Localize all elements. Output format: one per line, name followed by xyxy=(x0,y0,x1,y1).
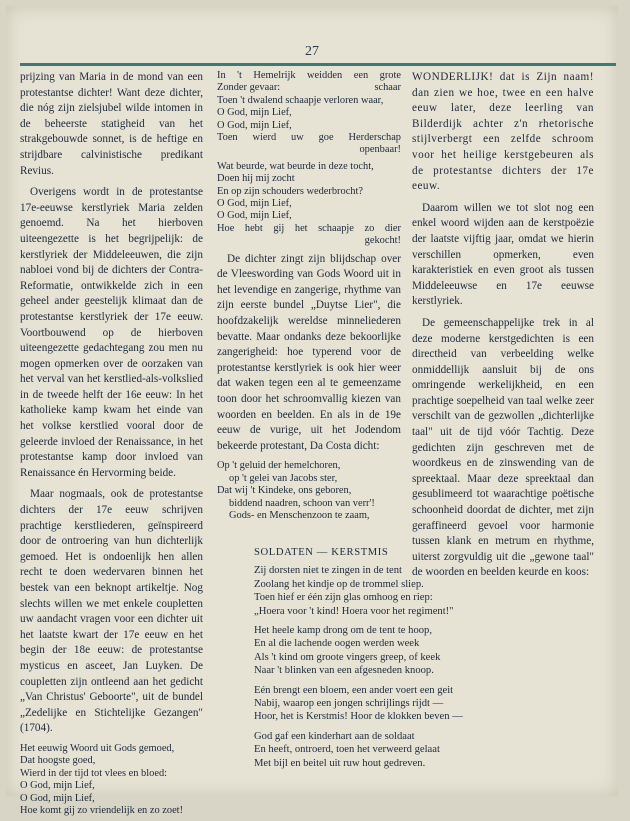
verse-line: Dat wij 't Kindeke, ons geboren, xyxy=(217,485,352,497)
verse-luyken-2 xyxy=(217,70,401,157)
verse-line: O God, mijn Lief, xyxy=(217,119,292,131)
paragraph: Overigens wordt in de protestantse 17e-eeuwse kerstlyriek Maria zelden genoemd. Na het hierboven uiteengezette is het begrijpelijk: de kerstlyriek der Middeleeuwen, die zijn nabloei vond bij de dichters der Contra-Reformatie, ontwikkelde zich in een geheel ander geestelijk klimaat dan de protestantse kerstlyriek der 17e eeuw. Voortbouwend op de hierboven uiteengezette gedachtegang zou men nu mogen opmerken over de oorzaken van het verval van het kerstlied-als-volkslied in de tweede helft der 16e eeuw: In het katholieke kamp kwam het einde van het volkse kerstlied vooral door de geleerde invloed der Renaissance, in het protestantse kamp door invloed van Renaissance én Hervorming beide. xyxy=(20,186,203,479)
poem-line: Naar 't blinken van een afgesneden knoop. xyxy=(254,665,434,677)
paragraph: Maar nogmaals, ook de protestantse dichters der 17e eeuw schrijven prachtige kerstliederen, geïnspireerd door de ontroering van hun dichterlijk gemoed. Het is ondoenlijk hen allen recht te doen wedervaren binnen het bestek van een beknopt artikeltje. Nog slechts willen we met enkele coupletten uw aandacht vragen voor een dichter uit het laatste kwart der 17e eeuw en het begin der 18e eeuw: de protestantse mysticus en asceet, Jan Luyken. De coupletten zijn ontleend aan het gedicht „Van Christus' Geboorte", uit de bundel „Zedelijke en Stichtelijke Gezangen" (1704). xyxy=(20,488,203,735)
poem-line: Zoolang het kindje op de trommel sliep. xyxy=(254,578,424,590)
poem-line: Met bijl en beitel uit ruw hout gedreven. xyxy=(254,757,426,769)
verse-line-part: Zonder gevaar: xyxy=(217,82,281,94)
verse-line: En op zijn schouders wederbrocht? xyxy=(217,185,363,197)
poem-stanza xyxy=(254,564,574,618)
poem-line: Het heele kamp drong om de tent te hoop, xyxy=(254,625,432,637)
verse-line: Op 't geluid der hemelchoren, xyxy=(217,460,341,472)
poem-line: Hoor, het is Kerstmis! Hoor de klokken beven — xyxy=(254,711,463,723)
poem-stanza xyxy=(254,684,574,724)
paragraph: De gemeenschappelijke trek in al deze moderne kerstgedichten is een directheid van verbeelding welke onmiddellijk aansluit bij de ons omringende werkelijkheid, en een prachtige soepelheid van taal welke zeer verschilt van de gezwollen „dichterlijke taal" uit de tijd vóór Tachtig. Deze gedichten zijn geschreven met de woordkeus en de zinswending van de spreektaal. Maar deze spreektaal dan gesublimeerd tot waarachtige poëtische schoonheid doordat de dichter, met zijn geraffineerd gevoel voor harmonie tussen klank en metrum en rhythme, uiterst zorgvuldig uit die „gewone taal" de woorden en beelden keurde en koos: xyxy=(412,316,594,579)
verse-line: Toen 't dwalend schaapje verloren waar, xyxy=(217,94,384,106)
page-number: 27 xyxy=(305,44,319,59)
verse-luyken-3 xyxy=(217,161,401,248)
paragraph: prijzing van Maria in de mond van een protestantse dichter! Want deze dichter, die nóg zijn zielsjubel wilde intomen in de beheerste statigheid van het strakgebouwde sonnet, is de heftige en strijdbare calvinistische predikant Revius. xyxy=(20,71,203,177)
poem-line: En heeft, ontroerd, toen het verweerd gelaat xyxy=(254,744,440,756)
poem-stanza xyxy=(254,624,574,678)
column-right xyxy=(412,70,594,587)
verse-line: Het eeuwig Woord uit Gods gemoed, xyxy=(20,742,175,754)
verse-line: Toen wierd uw goe Herderschap xyxy=(217,132,401,144)
poem-soldaten-kerstmis xyxy=(254,546,574,776)
verse-line: O God, mijn Lief, xyxy=(20,780,95,792)
poem-title: SOLDATEN — KERSTMIS xyxy=(254,547,389,558)
paragraph: Daarom willen we tot slot nog een enkel woord wijden aan de kerstpoëzie der laatste vijftig jaar, omdat we hierin verschillen opmerken, even karakteristiek en even groot als tussen Middeleeuwse en 17e eeuwse kerstlyriek. xyxy=(412,201,594,308)
poem-stanza xyxy=(254,730,574,770)
page xyxy=(6,6,618,816)
verse-line: O God, mijn Lief, xyxy=(20,792,95,804)
paragraph: De dichter zingt zijn blijdschap over de Vleeswording van Gods Woord uit in het levendige en zangerige, rhythme van zijn eerste bundel „Duytse Lier", die hoofdzakelijk wereldse minneliederen bevatte. Maar ondanks deze bekoorlijke zangerigheid: hoe typerend voor de protestantse kerstlyriek is ook hier weer dat waken tegen een al te gemeenzame toon door het schroomvallig kiezen van woorden en beelden. En als in de 19e eeuw de vurige, uit het Jodendom bekeerde protestant, Da Costa dicht: xyxy=(217,252,401,452)
verse-line: Gods- en Menschenzoon te zaam, xyxy=(229,510,370,522)
verse-line: Wat beurde, wat beurde in deze tocht, xyxy=(217,160,374,172)
verse-line: biddend naadren, schoon van verr'! xyxy=(229,497,375,509)
verse-da-costa xyxy=(217,460,401,522)
verse-line: gekocht! xyxy=(364,235,401,247)
verse-luyken-1 xyxy=(20,743,203,817)
poem-line: God gaf een kinderhart aan de soldaat xyxy=(254,730,415,742)
verse-line: op 't gelei van Jacobs ster, xyxy=(229,472,338,484)
paragraph: WONDERLIJK! dat is Zijn naam! dan zien we hoe, twee en een halve eeuw later, deze leerling van Bilderdijk achter z'n rhetorische stijlverbergt een zelfde schroom voor het heilige kerstgebeuren als de protestantse dichters der 17e eeuw. xyxy=(412,71,594,193)
verse-line: Wierd in der tijd tot vlees en bloed: xyxy=(20,767,168,779)
poem-line: Als 't kind om groote vingers greep, of keek xyxy=(254,651,441,663)
poem-line: „Hoera voor 't kind! Hoera voor het regiment!" xyxy=(254,605,454,617)
column-left xyxy=(20,70,203,821)
poem-line: En al die lachende oogen werden week xyxy=(254,638,420,650)
verse-line xyxy=(217,82,401,94)
verse-line: O God, mijn Lief, xyxy=(217,107,292,119)
poem-line: Toen hief er één zijn glas omhoog en riep: xyxy=(254,592,433,604)
verse-line: Hoe komt gij zo vriendelijk en zo zoet! xyxy=(20,804,184,816)
column-middle xyxy=(217,70,401,526)
verse-line-part: schaar xyxy=(374,82,401,94)
verse-line: Doen hij mij zocht xyxy=(217,173,295,185)
poem-line: Zij dorsten niet te zingen in de tent xyxy=(254,565,402,577)
verse-line: Dat hoogste goed, xyxy=(20,755,96,767)
verse-line: O God, mijn Lief, xyxy=(217,198,292,210)
verse-line: Hoe hebt gij het schaapje zo dier xyxy=(217,222,401,234)
verse-line: In 't Hemelrijk weidden een grote xyxy=(217,70,401,81)
verse-line: openbaar! xyxy=(359,144,401,156)
poem-line: Eén brengt een bloem, een ander voert een geit xyxy=(254,684,454,696)
verse-line: O God, mijn Lief, xyxy=(217,210,292,222)
poem-line: Nabij, waarop een jongen schrijlings rijdt — xyxy=(254,698,444,710)
header-rule xyxy=(20,63,616,66)
